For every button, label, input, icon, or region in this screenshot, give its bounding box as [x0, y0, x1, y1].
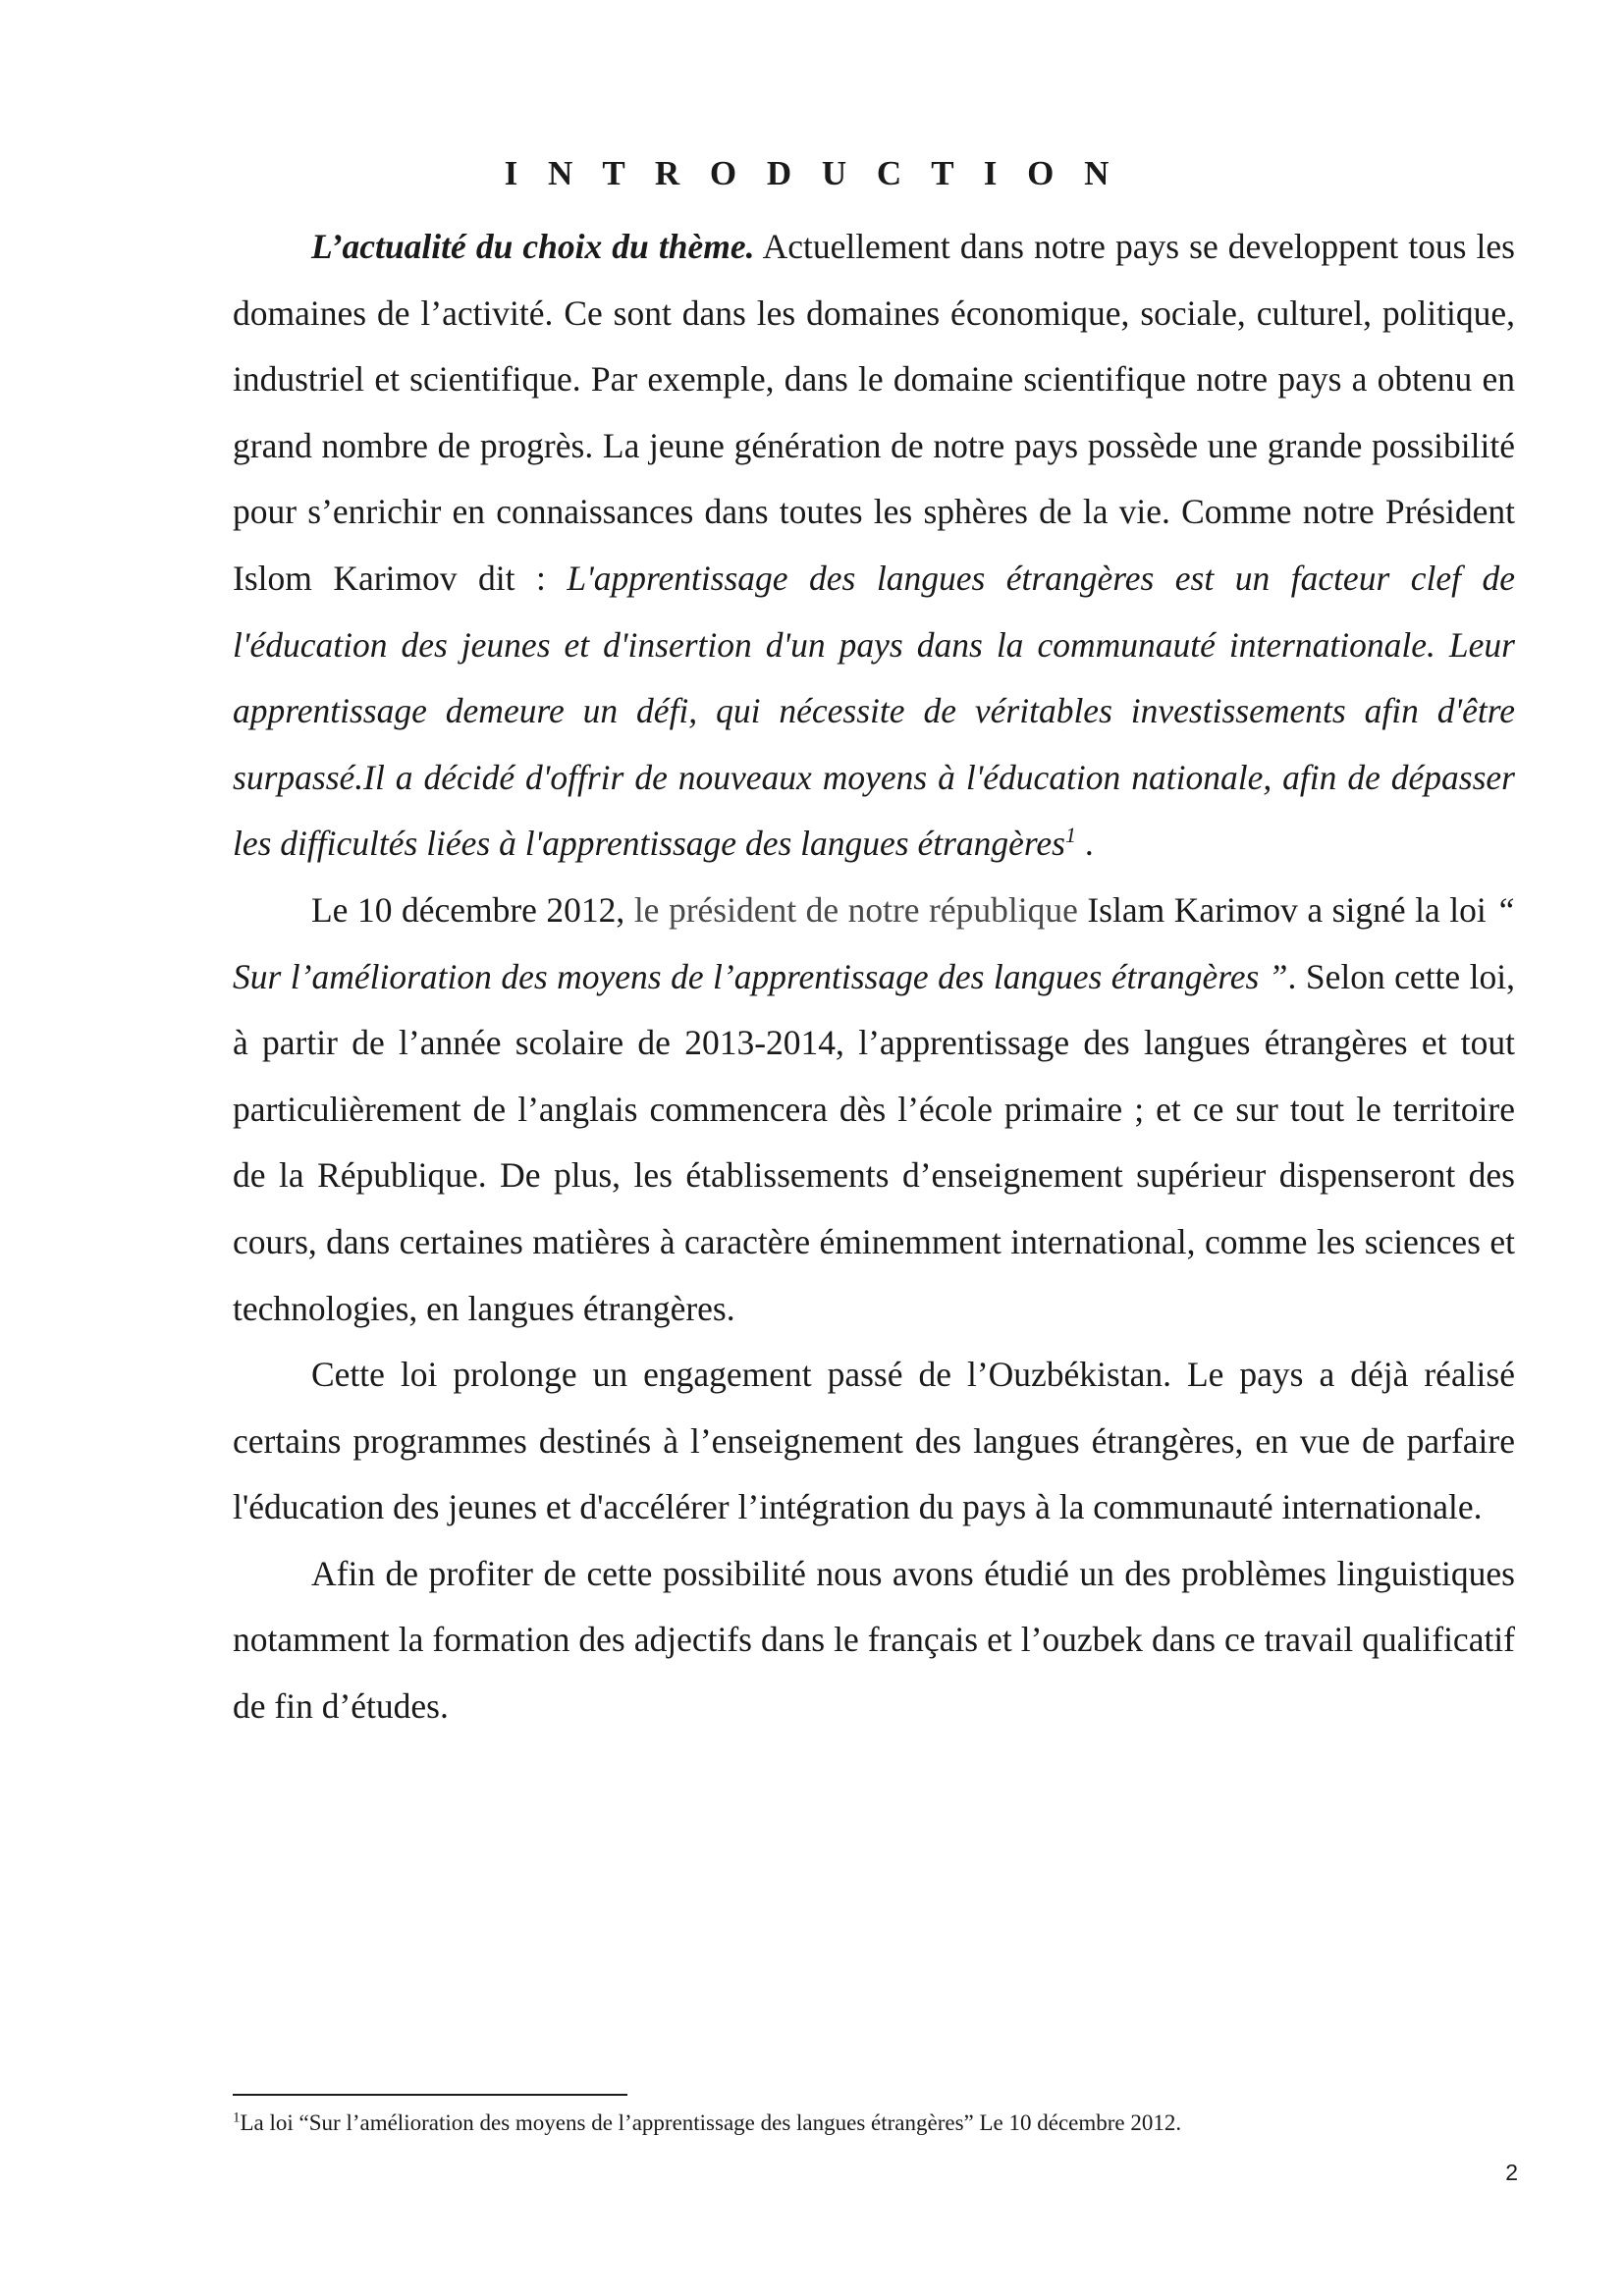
- paragraph-2-part2: le président de notre république: [633, 889, 1078, 930]
- footnote: [233, 2109, 1515, 2138]
- president-quote: L'apprentissage des langues étrangères est un facteur clef de l'éducation des jeunes et d'insertion d'un pays dans la communauté internationale. Leur apprentissage demeure un défi, qui nécessite de véritables investissements afin d'être surpassé.Il a décidé d'offrir de nouveaux moyens à l'éducation nationale, afin de dépasser les difficultés liées à l'apprentissage des langues étrangères: [233, 558, 1515, 864]
- paragraph-3: Cette loi prolonge un engagement passé de l’Ouzbékistan. Le pays a déjà réalisé certains programmes destinés à l’enseignement des langues étrangères, en vue de parfaire l'éducation des jeunes et d'accélérer l’intégration du pays à la communauté internationale.: [233, 1355, 1515, 1527]
- paragraph-2-rest: . Selon cette loi, à partir de l’année scolaire de 2013-2014, l’apprentissage des langues étrangères et tout particulièrement de l’anglais commencera dès l’école primaire ; et ce sur tout le territoire de la République. De plus, les établissements d’enseignement supérieur dispenseront des cours, dans certaines matières à caractère éminemment international, comme les sciences et technologies, en langues étrangères.: [233, 956, 1515, 1328]
- footnote-separator: [233, 2094, 627, 2096]
- paragraph-2-part3: Islam Karimov a signé la loi: [1077, 889, 1496, 930]
- paragraph-1-text: Actuellement dans notre pays se developpent tous les domaines de l’activité. Ce sont dans les domaines économique, sociale, culturel, politique, industriel et scientifique. Par exemple, dans le domaine scientifique notre pays a obtenu en grand nombre de progrès. La jeune génération de notre pays possède une grande possibilité pour s’enrichir en connaissances dans toutes les sphères de la vie. Comme notre Président Islom Karimov dit :: [233, 227, 1515, 598]
- section-lead: L’actualité du choix du thème.: [311, 227, 755, 266]
- footnote-number: 1: [233, 2109, 241, 2126]
- paragraph-1-end: .: [1075, 824, 1094, 864]
- paragraph-2: [233, 878, 1515, 1342]
- footnote-text: La loi “Sur l’amélioration des moyens de l’apprentissage des langues étrangères” Le 10 décembre 2012.: [240, 2110, 1182, 2135]
- paragraph-1: [233, 214, 1515, 878]
- footnote-reference: 1: [1064, 823, 1076, 848]
- page-number: 2: [1505, 2160, 1518, 2185]
- paragraph-2-part1: Le 10 décembre 2012,: [311, 889, 634, 930]
- law-title: “ Sur l’amélioration des moyens de l’apprentissage des langues étrangères ”: [233, 889, 1515, 996]
- paragraph-4: Afin de profiter de cette possibilité nous avons étudié un des problèmes linguistiques notamment la formation des adjectifs dans le français et l’ouzbek dans ce travail qualificatif de fin d’études.: [233, 1553, 1515, 1727]
- body-text: [233, 214, 1515, 1740]
- page-title: I N T R O D U C T I O N: [504, 154, 1120, 192]
